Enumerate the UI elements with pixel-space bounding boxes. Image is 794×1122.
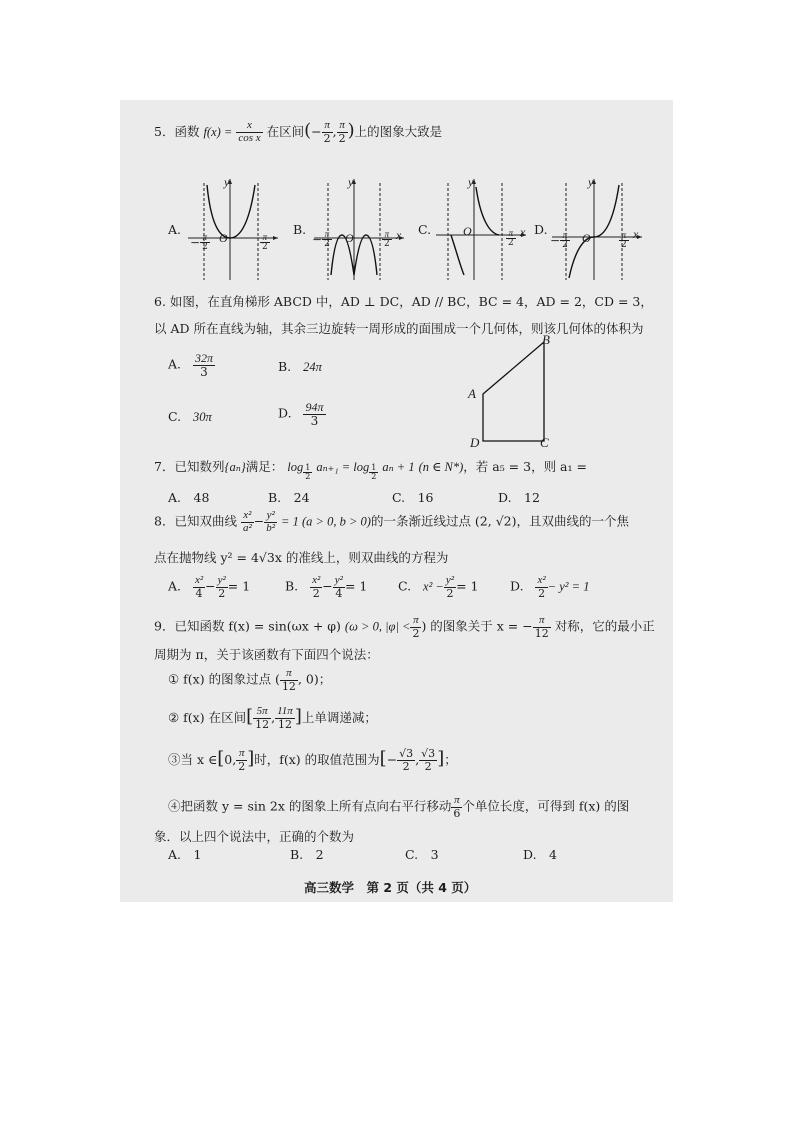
q9-s2-frac-1 xyxy=(253,706,271,730)
q5-a-left-tick-num: π xyxy=(200,233,210,243)
q9-s3-num: π xyxy=(236,748,247,761)
q5-int-right-den: 2 xyxy=(338,132,346,145)
q6-vertex-a: A xyxy=(468,386,476,401)
q9-s3-a: 0, xyxy=(224,752,237,767)
q8-post-1: 的一条渐近线过点 (2, √2)，且双曲线的一个焦 xyxy=(370,513,629,529)
q8-a-frac-1 xyxy=(193,575,205,599)
q9-s1-num: π xyxy=(280,668,298,681)
q8-stem-1: 8．已知双曲线 $\frac{\text{x²}}{\text{a²}}$ − $\frac{\text{y²}}{\text{b²}}$ = 1 (a > 0, b > 0)的一条渐近线过点 (2, √2)，且双曲线的一个焦 xyxy=(154,509,629,534)
q5-d-right-tick xyxy=(619,231,629,251)
q5-c-right-tick-den: 2 xyxy=(508,238,514,249)
q5-graph-d xyxy=(548,175,646,283)
q8-option-c xyxy=(398,575,478,599)
q9-s3-d2: 2 xyxy=(424,760,432,773)
q5-d-right-tick-frac xyxy=(619,231,629,251)
q6-option-c-value: 30π xyxy=(193,410,212,424)
q5-rparen: ) xyxy=(347,120,355,141)
q5-int-left xyxy=(322,120,333,144)
q5-c-origin-label: O xyxy=(463,224,472,238)
q5-d-right-tick-num: π xyxy=(619,231,629,241)
q9-s3-lbracket: [ xyxy=(217,748,225,769)
q8-y-num: y² xyxy=(264,510,277,523)
q5-lparen: ( xyxy=(304,120,312,141)
exam-page xyxy=(120,100,673,902)
q5-b-right-tick xyxy=(382,230,392,250)
q9-statement-4 xyxy=(168,795,629,819)
q8-option-d xyxy=(510,575,589,599)
q6-option-d xyxy=(278,401,326,427)
q9-s4-frac xyxy=(451,795,462,819)
q6-option-a xyxy=(168,352,215,378)
q7-expr-mid: aₙ₊₁ = log xyxy=(316,460,370,474)
q9-s3-range-lbracket: [ xyxy=(379,748,387,769)
q7-log-base-1-num: 1 xyxy=(305,462,311,472)
q7-log-1: log xyxy=(287,460,304,474)
q6-vertex-d: D xyxy=(470,435,480,450)
q5-c-x-label: x xyxy=(520,225,526,239)
q8-d-tail: − y² = 1 xyxy=(547,579,590,594)
q8-b-tail: = 1 xyxy=(344,578,368,594)
q5-b-left-tick-den: 2 xyxy=(324,239,330,250)
q5-a-right-tick-den: 2 xyxy=(262,242,268,253)
q9-s3-n2: √3 xyxy=(421,747,436,761)
q8-option-a-label: A. xyxy=(168,578,182,594)
q7-log-base-2-num: 1 xyxy=(371,462,377,472)
q5-b-left-tick-num: π xyxy=(322,230,332,240)
q5-c-right-tick xyxy=(506,229,516,249)
q8-d-frac xyxy=(535,575,547,599)
q9-statement-2: ② f(x) 在区间[ $\frac{5\pi}{12}$ , $\frac{11\pi}{12}$ ]上单调递减； xyxy=(168,705,377,731)
q9-last-line: 象．以上四个说法中，正确的个数为 xyxy=(154,829,355,844)
q6-option-b-value: 24π xyxy=(303,360,322,374)
q8-b-n2: y² xyxy=(334,574,343,586)
q8-d-n1: x² xyxy=(537,574,546,586)
q8-a-frac-2 xyxy=(216,575,228,599)
q9-s4-den: 6 xyxy=(453,806,461,820)
q9-s2-post: 上单调递减； xyxy=(301,710,377,725)
q5-b-left-tick: − $\frac{\pi}{2}$ xyxy=(312,229,330,250)
q5-a-y-label: y xyxy=(224,175,230,189)
q8-b-d2: 4 xyxy=(335,586,343,600)
q7-log-base-2 xyxy=(369,464,378,482)
q7-seq: {aₙ} xyxy=(224,460,246,474)
q8-b-frac-1 xyxy=(310,575,322,599)
q6-line-1: 6. 如图，在直角梯形 ABCD 中，AD ⊥ DC，AD // BC，BC = 4，AD = 2，CD = 3， xyxy=(154,294,653,309)
q7-log-base-1-den: 2 xyxy=(305,472,311,481)
q8-c-d2: 2 xyxy=(446,586,454,600)
q5-c-right-tick-frac xyxy=(506,229,516,249)
q5-graph-a xyxy=(184,175,282,283)
q6-vertex-b: B xyxy=(542,332,550,347)
q9-s3-range-frac-1 xyxy=(397,748,415,772)
q7-option-d: D. 12 xyxy=(498,490,540,505)
q9-s3-frac xyxy=(236,748,247,772)
q6-option-d-label: D. xyxy=(278,405,292,421)
q7-mid: 满足： xyxy=(245,459,284,474)
q8-x-num: x² xyxy=(241,510,254,523)
q7-option-c: C. 16 xyxy=(392,490,434,505)
q6-option-d-den: 3 xyxy=(310,413,319,428)
q5-post: 上的图象大致是 xyxy=(354,124,443,139)
q5-int-left-num: π xyxy=(322,120,333,133)
q5-option-c-label: C. xyxy=(418,222,432,237)
q8-option-c-label: C. xyxy=(398,578,412,594)
q9-s2-rbracket: ] xyxy=(294,706,302,727)
q9-s3-d1: 2 xyxy=(402,760,410,773)
q5-d-left-tick-num: π xyxy=(560,231,570,241)
q9-s3-den: 2 xyxy=(238,760,246,773)
q9-s3-range-rbracket: ] xyxy=(437,748,445,769)
q6-option-a-den: 3 xyxy=(200,364,208,379)
q8-b-n1: x² xyxy=(312,574,321,586)
q5-d-left-tick: − $\frac{\pi}{2}$ xyxy=(550,230,568,251)
q5-number: 5． xyxy=(154,124,175,139)
q6-option-c-label: C. xyxy=(168,409,182,424)
q5-option-d-label: D. xyxy=(534,222,548,237)
q7-expr-end: aₙ + 1 xyxy=(382,460,415,474)
q5-b-right-tick-num: π xyxy=(382,230,392,240)
q7-pre: 7．已知数列 xyxy=(154,459,225,474)
q5-fraction xyxy=(236,120,262,144)
q9-cond-num: π xyxy=(410,615,421,628)
q9-cond: (ω > 0, |φ| < xyxy=(344,619,411,634)
q5-d-y-label: y xyxy=(588,175,594,189)
q5-b-origin-label: O xyxy=(345,231,354,245)
q5-b-x-label: x xyxy=(396,228,402,242)
q5-a-left-tick-frac xyxy=(200,233,210,253)
q6-option-a-num: 32π xyxy=(194,351,213,365)
q8-option-d-label: D. xyxy=(510,578,524,594)
q5-a-right-tick-num: π xyxy=(260,233,270,243)
q6-option-b-label: B. xyxy=(278,359,292,374)
q9-option-d: D. 4 xyxy=(523,847,558,862)
q5-a-left-tick-den: 2 xyxy=(202,242,208,253)
q9-s3-pre: ③当 x ∈ xyxy=(168,752,218,767)
q8-a-n1: x² xyxy=(194,574,204,586)
q6-vertex-c: C xyxy=(540,435,549,450)
q9-s1-den: 12 xyxy=(281,679,296,693)
q5-int-right xyxy=(337,120,348,144)
q9-statement-1 xyxy=(168,668,331,692)
q8-b-d1: 2 xyxy=(312,586,320,600)
q9-mid: ) 的图象关于 x = − xyxy=(421,618,533,634)
q5-option-a-label: A. xyxy=(168,222,182,237)
q9-s2-lbracket: [ xyxy=(246,706,254,727)
q9-s1-frac xyxy=(280,668,298,692)
q7-log-base-1 xyxy=(303,464,312,482)
q8-c-head: x² − xyxy=(423,579,444,594)
q5-pre: 函数 xyxy=(174,124,200,139)
q6-option-a-fraction xyxy=(193,352,215,378)
q8-c-n2: y² xyxy=(445,574,455,586)
q9-stem-2: 周期为 π，关于该函数有下面四个说法： xyxy=(154,647,379,662)
q8-pre: 8．已知双曲线 xyxy=(154,513,237,529)
q6-option-b xyxy=(278,359,322,375)
q7-log-base-2-den: 2 xyxy=(371,472,377,481)
q5-a-origin-label: O xyxy=(219,231,228,245)
q9-s4-pre: ④把函数 y = sin 2x 的图象上所有点向右平行移动 xyxy=(168,798,452,814)
q8-option-b: B. $\frac{\text{x²}}{2}$ − $\frac{\text{y²}}{4}$ = 1 xyxy=(285,574,368,600)
q9-sym-frac xyxy=(533,615,551,639)
q9-s1-post: , 0)； xyxy=(297,671,332,687)
q7-post: ，若 a₅ = 3，则 a₁ = xyxy=(463,459,587,474)
q9-stem-1 xyxy=(154,615,655,639)
q9-sym-den: 12 xyxy=(534,626,549,640)
q8-x-frac xyxy=(241,510,254,534)
q5-b-right-tick-den: 2 xyxy=(384,239,390,250)
q8-c-frac xyxy=(444,575,456,599)
q8-b-frac-2 xyxy=(333,575,345,599)
q9-option-c: C. 3 xyxy=(405,847,439,862)
q8-a-tail: = 1 xyxy=(227,578,251,594)
q9-s2-n1: 5π xyxy=(253,706,271,719)
q9-option-a: A. 1 xyxy=(168,847,202,862)
q9-s4-num: π xyxy=(451,795,462,808)
q5-d-left-tick-den: 2 xyxy=(562,240,568,251)
q5-a-left-tick: − $\frac{\pi}{2}$ xyxy=(190,232,208,253)
q9-s2-frac-2 xyxy=(275,706,295,730)
q9-option-b: B. 2 xyxy=(290,847,324,862)
q8-a-n2: y² xyxy=(217,574,226,586)
page-footer: 高三数学 第 2 页（共 4 页） xyxy=(304,880,477,895)
q9-cond-den: 2 xyxy=(412,626,420,640)
q8-eq: = 1 (a > 0, b > 0) xyxy=(281,514,371,529)
q5-a-right-tick xyxy=(260,233,270,253)
q9-pre: 9．已知函数 f(x) = sin(ωx + φ) xyxy=(154,618,341,634)
q9-s3-rbracket: ] xyxy=(247,748,255,769)
q8-option-a: A. $\frac{\text{x²}}{4}$ − $\frac{\text{y²}}{2}$ = 1 xyxy=(168,574,251,600)
q8-a-d1: 4 xyxy=(195,586,203,600)
q5-d-right-tick-den: 2 xyxy=(621,240,627,251)
q5-a-right-tick-frac xyxy=(260,233,270,253)
q9-s1-pre: ① f(x) 的图象过点 ( xyxy=(168,671,280,687)
q8-option-b-label: B. xyxy=(285,578,299,594)
q9-s3-post: ； xyxy=(444,752,457,767)
q5-d-x-label: x xyxy=(633,227,639,241)
q9-sym-num: π xyxy=(533,615,551,628)
q5-c-right-tick-num: π xyxy=(506,229,516,239)
q6-option-a-label: A. xyxy=(168,356,182,372)
q6-line-2: 以 AD 所在直线为轴，其余三边旋转一周形成的面围成一个几何体，则该几何体的体积为 xyxy=(154,321,644,336)
q6-option-c xyxy=(168,409,212,425)
q8-c-tail: = 1 xyxy=(456,578,479,594)
q5-fx: f(x) = xyxy=(203,125,233,139)
q5-int-right-num: π xyxy=(337,120,348,133)
q5-b-left-tick-frac xyxy=(322,230,332,250)
q5-num: x xyxy=(236,120,262,133)
q9-post: 对称，它的最小正 xyxy=(554,618,655,634)
q5-den: cos x xyxy=(238,132,261,144)
q9-s2-pre: ② f(x) 在区间 xyxy=(168,710,247,725)
q5-mid: 在区间 xyxy=(266,124,305,139)
q5-c-y-label: y xyxy=(468,175,474,189)
q7-cond: (n ∈ N*) xyxy=(418,460,464,474)
q5-d-origin-label: O xyxy=(582,231,591,245)
q9-s2-n2: 11π xyxy=(277,705,293,718)
q5-option-b-label: B. xyxy=(293,222,307,237)
q6-option-d-num: 94π xyxy=(305,400,324,414)
q5-int-left-den: 2 xyxy=(323,132,331,145)
q8-y-frac xyxy=(264,510,277,534)
q5-b-y-label: y xyxy=(348,175,354,189)
q7-stem xyxy=(154,457,587,481)
q8-stem-2: 点在抛物线 y² = 4√3x 的准线上，则双曲线的方程为 xyxy=(154,550,449,565)
q6-option-d-fraction xyxy=(303,401,325,427)
q9-s3-mid: 时，f(x) 的取值范围为 xyxy=(254,752,380,767)
q8-a-d2: 2 xyxy=(218,586,226,600)
q9-statement-3: ③当 x ∈[0, $\frac{\pi}{2}$ ]时，f(x) 的取值范围为[− $\frac{√3}{2}$ , $\frac{√3}{2}$ ]； xyxy=(168,747,457,773)
q9-s2-d2: 12 xyxy=(277,718,292,731)
q7-option-b: B. 24 xyxy=(268,490,310,505)
q5-d-left-tick-frac xyxy=(560,231,570,251)
q9-cond-frac xyxy=(410,615,421,639)
q5-b-right-tick-frac xyxy=(382,230,392,250)
q7-option-a: A. 48 xyxy=(168,490,210,505)
q8-x-den: a² xyxy=(242,521,252,534)
q8-y-den: b² xyxy=(266,521,276,534)
q5-stem: 5．函数 f(x) = $\frac{x}{\text{cos x}}$ 在区间(− $\frac{\pi}{2}$ , $\frac{\pi}{2}$ )上的图象大致是 xyxy=(154,119,443,145)
q8-d-d1: 2 xyxy=(538,586,546,600)
q9-s3-range-frac-2 xyxy=(419,748,437,772)
q9-s4-post: 个单位长度，可得到 f(x) 的图 xyxy=(462,798,630,814)
q9-s3-n1: √3 xyxy=(399,747,414,761)
q9-s2-d1: 12 xyxy=(255,718,270,731)
